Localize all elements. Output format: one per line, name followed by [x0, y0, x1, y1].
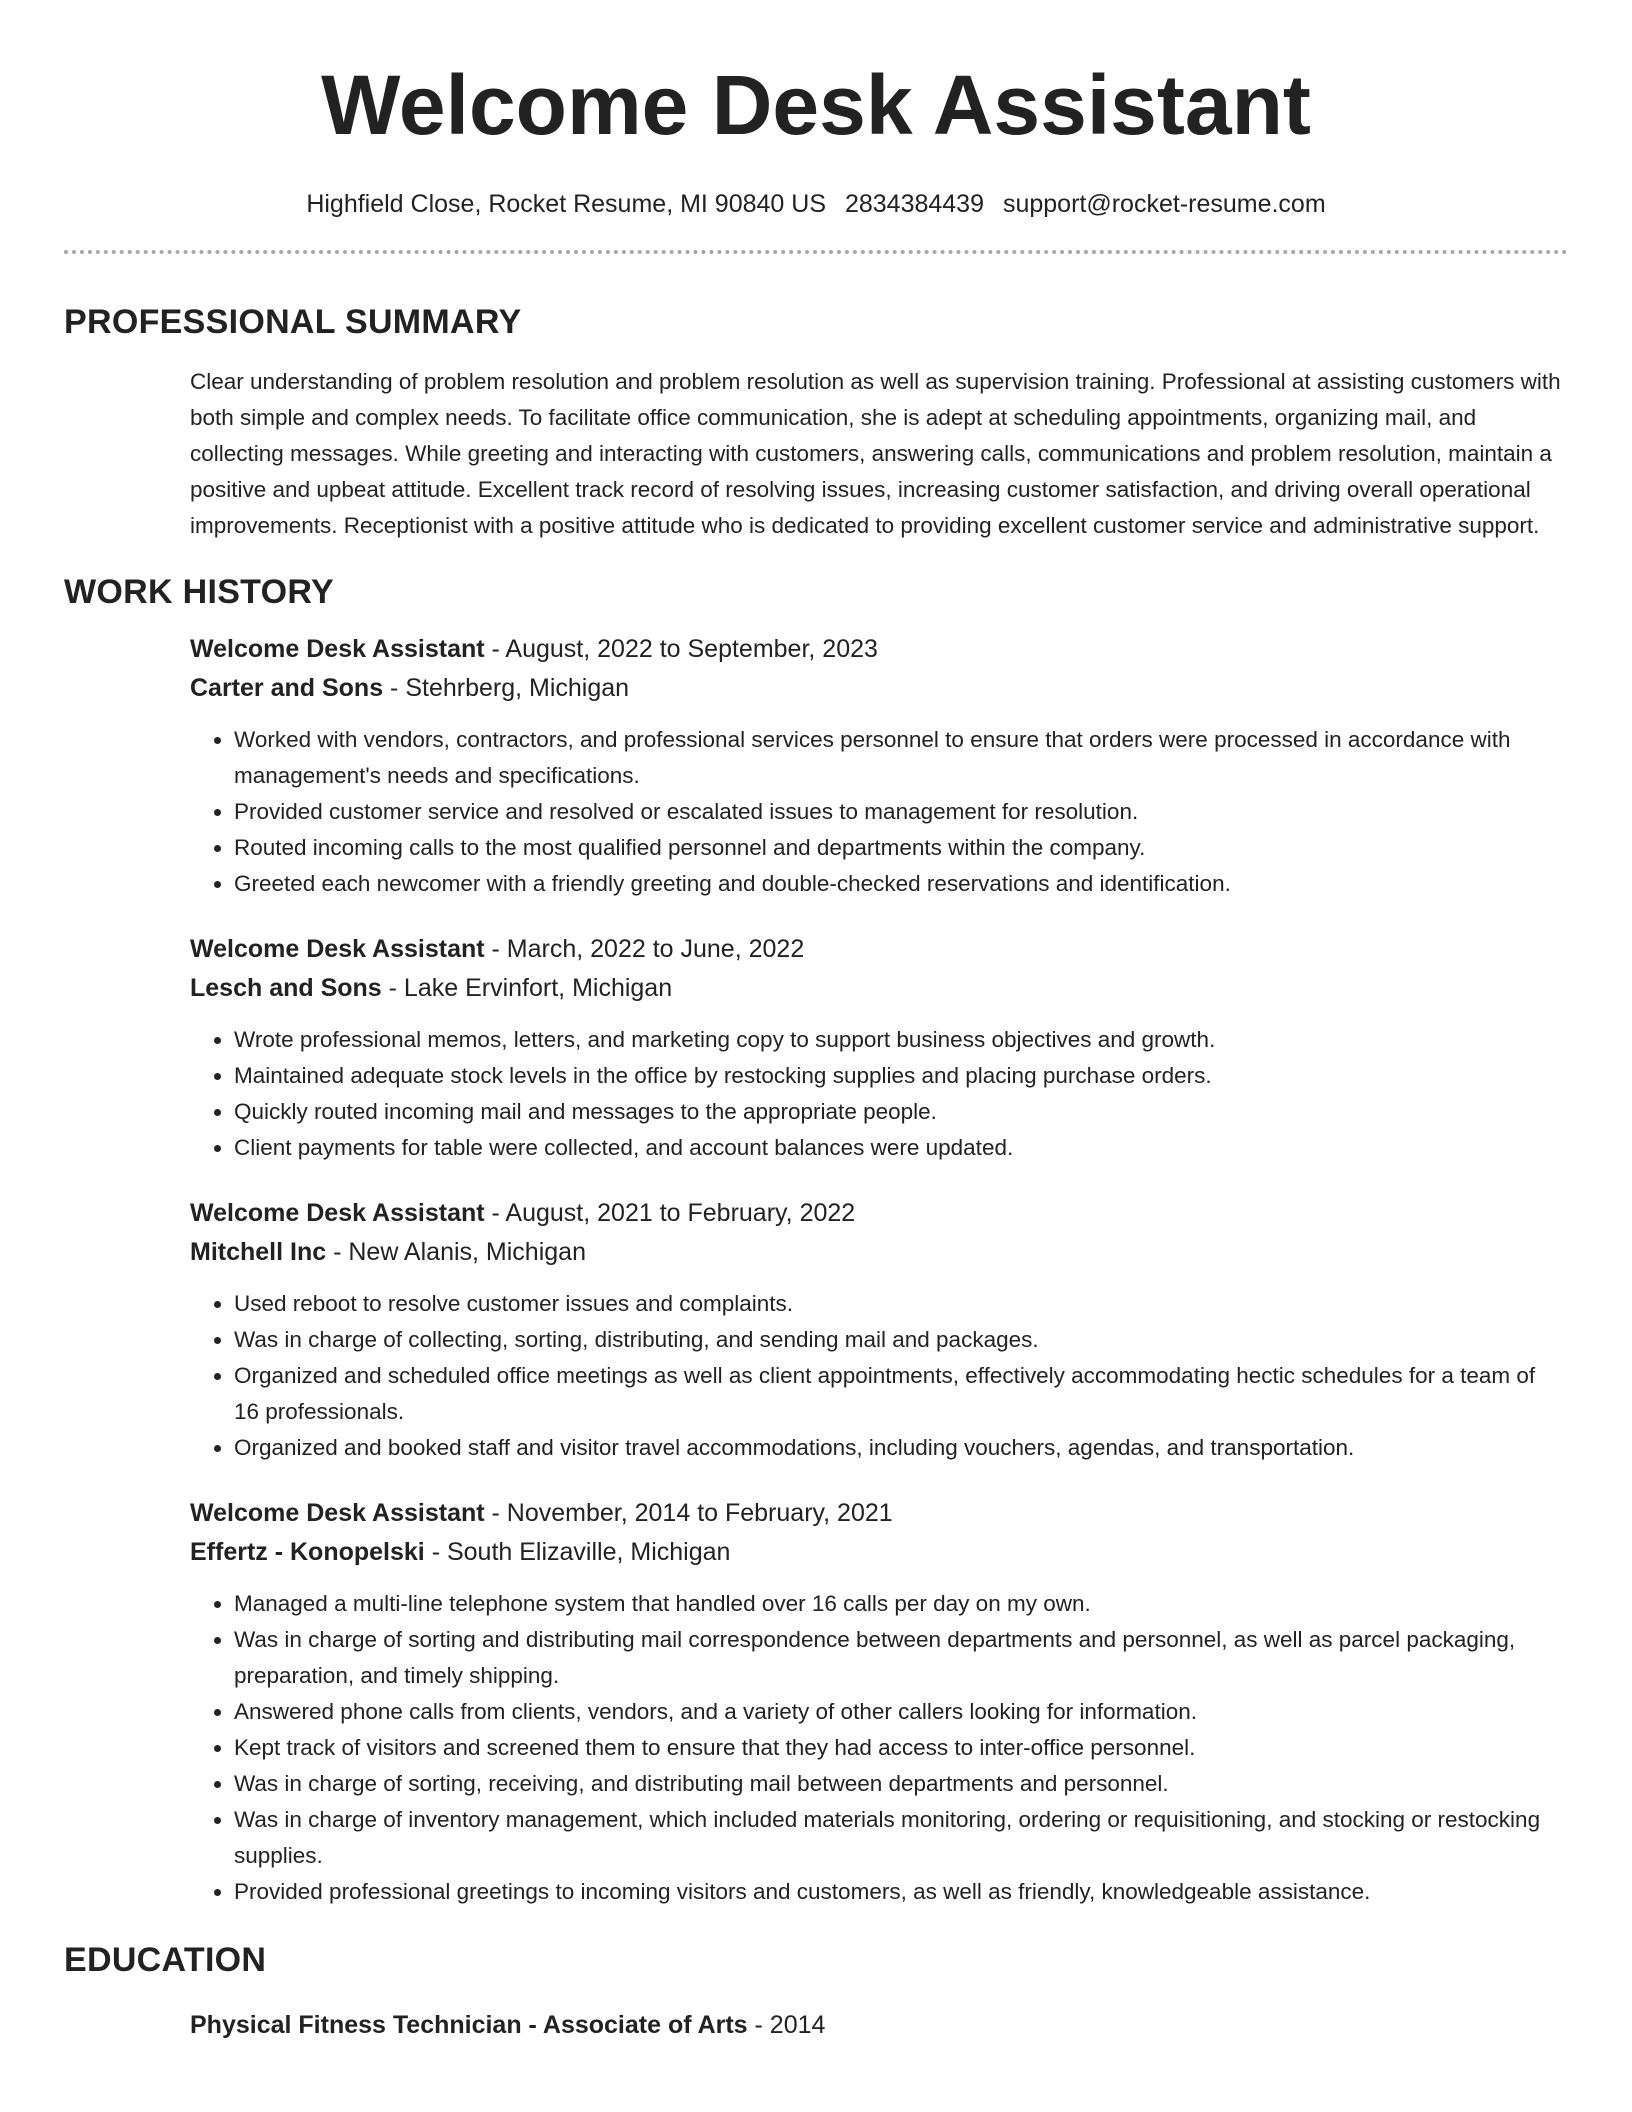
job-bullet: • Provided professional greetings to incoming visitors and customers, as well as friendly, knowledgeable assistance.: [234, 1874, 1562, 1910]
job-company-line: [190, 1533, 1562, 1572]
job-role: Welcome Desk Assistant: [190, 1499, 485, 1527]
job-role: Welcome Desk Assistant: [190, 1199, 485, 1227]
job-company-line: [190, 1233, 1562, 1272]
education-year: - 2014: [747, 2011, 826, 2039]
job-bullet: • Provided customer service and resolved or escalated issues to management for resolution.: [234, 794, 1562, 830]
job-role: Welcome Desk Assistant: [190, 635, 485, 663]
job-location: - New Alanis, Michigan: [326, 1238, 586, 1266]
contact-phone: 2834384439: [844, 190, 984, 218]
job-dates: - November, 2014 to February, 2021: [484, 1499, 893, 1527]
section-title-work-history: WORK HISTORY: [64, 573, 334, 611]
job-bullet: • Maintained adequate stock levels in the office by restocking supplies and placing purchase orders.: [234, 1058, 1562, 1094]
job-bullet: • Quickly routed incoming mail and messages to the appropriate people.: [234, 1094, 1562, 1130]
job-bullet: • Was in charge of inventory management, which included materials monitoring, ordering or requisitioning, and stocking or restocking supplies.: [234, 1802, 1562, 1874]
job-location: - South Elizaville, Michigan: [424, 1538, 731, 1566]
job-company: Lesch and Sons: [190, 974, 382, 1002]
job-bullets: [190, 1586, 1562, 1910]
job-title-line: [190, 1494, 1562, 1533]
job-bullets: [190, 1022, 1562, 1166]
job-company: Carter and Sons: [190, 674, 384, 702]
job-entry: [190, 930, 1562, 1166]
job-dates: - March, 2022 to June, 2022: [484, 935, 805, 963]
job-bullets: [190, 722, 1562, 902]
job-bullet: • Was in charge of sorting, receiving, and distributing mail between departments and personnel.: [234, 1766, 1562, 1802]
job-entry: [190, 1494, 1562, 1910]
job-bullet: • Routed incoming calls to the most qualified personnel and departments within the company.: [234, 830, 1562, 866]
job-bullet: • Worked with vendors, contractors, and professional services personnel to ensure that orders were processed in accordance with management's needs and specifications.: [234, 722, 1562, 794]
job-bullet: • Used reboot to resolve customer issues and complaints.: [234, 1286, 1562, 1322]
section-title-summary: PROFESSIONAL SUMMARY: [64, 303, 522, 341]
contact-address: Highfield Close, Rocket Resume, MI 90840 US: [306, 190, 826, 218]
education-entry: [190, 2006, 1562, 2045]
job-bullet: • Wrote professional memos, letters, and marketing copy to support business objectives and growth.: [234, 1022, 1562, 1058]
job-entry: [190, 1194, 1562, 1466]
job-company-line: [190, 669, 1562, 708]
job-company: Effertz - Konopelski: [190, 1538, 425, 1566]
job-bullet: • Kept track of visitors and screened them to ensure that they had access to inter-office personnel.: [234, 1730, 1562, 1766]
contact-email: support@rocket-resume.com: [1002, 190, 1326, 218]
job-location: - Stehrberg, Michigan: [383, 674, 630, 702]
job-bullet: • Greeted each newcomer with a friendly greeting and double-checked reservations and identification.: [234, 866, 1562, 902]
section-title-education: EDUCATION: [64, 1941, 267, 1979]
job-bullet: • Organized and booked staff and visitor travel accommodations, including vouchers, agendas, and transportation.: [234, 1430, 1562, 1466]
job-title-line: [190, 630, 1562, 669]
job-company-line: [190, 969, 1562, 1008]
contact-line: [64, 188, 1568, 220]
job-bullet: • Was in charge of collecting, sorting, distributing, and sending mail and packages.: [234, 1322, 1562, 1358]
job-bullets: [190, 1286, 1562, 1466]
job-location: - Lake Ervinfort, Michigan: [381, 974, 673, 1002]
job-dates: - August, 2022 to September, 2023: [484, 635, 878, 663]
job-bullet: • Was in charge of sorting and distributing mail correspondence between departments and personnel, as well as parcel packaging, preparation, and timely shipping.: [234, 1622, 1562, 1694]
job-dates: - August, 2021 to February, 2022: [484, 1199, 856, 1227]
header-divider: [64, 250, 1568, 254]
job-bullet: • Answered phone calls from clients, vendors, and a variety of other callers looking for information.: [234, 1694, 1562, 1730]
job-bullet: • Client payments for table were collected, and account balances were updated.: [234, 1130, 1562, 1166]
job-title-line: [190, 1194, 1562, 1233]
job-role: Welcome Desk Assistant: [190, 935, 485, 963]
education-degree: Physical Fitness Technician - Associate of Arts: [190, 2011, 748, 2039]
summary-text: Clear understanding of problem resolution and problem resolution as well as supervision training. Professional at assisting customers with both simple and complex needs. To facilitate office communication, she is adept at scheduling appointments, organizing mail, and collecting messages. While greeting and interacting with customers, answering calls, communications and problem resolution, maintain a positive and upbeat attitude. Excellent track record of resolving issues, increasing customer satisfaction, and driving overall operational improvements. Receptionist with a positive attitude who is dedicated to providing excellent customer service and administrative support.: [190, 369, 1561, 538]
job-entry: [190, 630, 1562, 902]
resume-name: Welcome Desk Assistant: [321, 58, 1311, 152]
job-title-line: [190, 930, 1562, 969]
job-bullet: • Organized and scheduled office meetings as well as client appointments, effectively accommodating hectic schedules for a team of 16 professionals.: [234, 1358, 1562, 1430]
job-bullet: • Managed a multi-line telephone system that handled over 16 calls per day on my own.: [234, 1586, 1562, 1622]
job-company: Mitchell Inc: [190, 1238, 327, 1266]
work-history-list: [190, 630, 1562, 1910]
